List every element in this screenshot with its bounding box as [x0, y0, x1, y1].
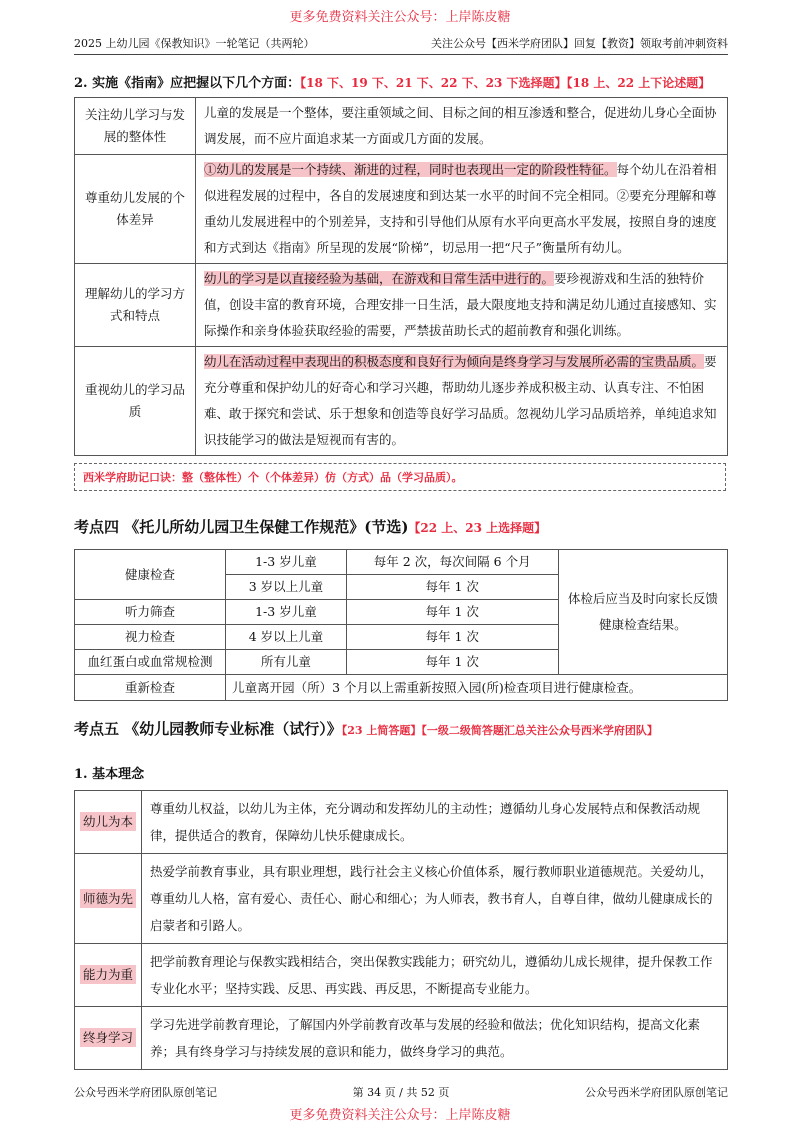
footer-right: 公众号西米学府团队原创笔记: [585, 1086, 728, 1099]
ideas-table: [74, 790, 728, 1070]
cell: 健康检查: [75, 550, 226, 600]
section4-title: 考点四 《托儿所幼儿园卫生保健工作规范》(节选)【22 上、23 上选择题】: [74, 518, 547, 536]
cell: 1-3 岁儿童: [226, 550, 347, 575]
row-text: 幼儿在活动过程中表现出的积极态度和良好行为倾向是终身学习与发展所必需的宝贵品质。要充分尊重和保护幼儿的好奇心和学习兴趣，帮助幼儿逐步养成积极主动、认真专注、不怕困难、敢于探究和尝试、乐于想象和创造等良好学习品质。忽视幼儿学习品质培养，单纯追求知识技能学习的做法是短视而有害的。: [196, 347, 728, 456]
top-banner: 更多免费资料关注公众号：上岸陈皮糖: [289, 10, 511, 25]
table-row: [75, 98, 728, 155]
section5-title: 考点五 《幼儿园教师专业标准（试行）》【23 上简答题】【一级二级简答题汇总关注公众号西米学府团队】: [74, 720, 658, 738]
section2-tag: 【18 下、19 下、21 下、22 下、23 下选择题】【18 上、22 上下论述题】: [300, 76, 711, 90]
cell: 听力筛查: [75, 600, 226, 625]
highlight-text: ①幼儿的发展是一个持续、渐进的过程，同时也表现出一定的阶段性特征。: [204, 162, 617, 177]
header-right: 关注公众号【西米学府团队】回复【教资】领取考前冲刺资料: [431, 37, 728, 50]
table-row: [75, 155, 728, 264]
row-label: 尊重幼儿发展的个体差异: [75, 155, 196, 264]
table-row: [75, 550, 728, 575]
section5-tag: 【23 上简答题】【一级二级简答题汇总关注公众号西米学府团队】: [341, 724, 658, 737]
cell: 每年 1 次: [346, 575, 558, 600]
highlight-text: 幼儿的学习是以直接经验为基础，在游戏和日常生活中进行的。: [204, 271, 555, 286]
idea-label: 终身学习: [75, 1007, 142, 1070]
table-row: [75, 1007, 728, 1070]
section2-title: 2. 实施《指南》应把握以下几个方面：【18 下、19 下、21 下、22 下、23 下选择题】【18 上、22 上下论述题】: [74, 76, 711, 91]
section4-tag: 【22 上、23 上选择题】: [408, 521, 547, 535]
guide-table: [74, 97, 728, 456]
footer-left: 公众号西米学府团队原创笔记: [74, 1086, 217, 1099]
row-label: 重视幼儿的学习品质: [75, 347, 196, 456]
page-header: [74, 32, 728, 55]
header-left: 2025 上幼儿园《保教知识》一轮笔记（共两轮）: [74, 37, 315, 50]
idea-label: 幼儿为本: [75, 791, 142, 854]
page-number: 第 34 页 / 共 52 页: [352, 1086, 450, 1099]
idea-text: 把学前教育理论与保教实践相结合，突出保教实践能力；研究幼儿，遵循幼儿成长规律，提升保教工作专业化水平；坚持实践、反思、再实践、再反思，不断提高专业能力。: [142, 944, 728, 1007]
cell: 儿童离开园（所）3 个月以上需重新按照入园(所)检查项目进行健康检查。: [226, 675, 728, 701]
cell: 血红蛋白或血常规检测: [75, 650, 226, 675]
bottom-banner: 更多免费资料关注公众号：上岸陈皮糖: [289, 1108, 511, 1123]
table-row: [75, 675, 728, 701]
cell: 重新检查: [75, 675, 226, 701]
idea-label: 能力为重: [75, 944, 142, 1007]
table-row: [75, 264, 728, 347]
cell: 每年 2 次，每次间隔 6 个月: [346, 550, 558, 575]
table-row: [75, 944, 728, 1007]
table-row: [75, 791, 728, 854]
idea-label: 师德为先: [75, 854, 142, 944]
cell: 每年 1 次: [346, 600, 558, 625]
cell: 3 岁以上儿童: [226, 575, 347, 600]
health-table: [74, 549, 728, 701]
cell: 体检后应当及时向家长反馈健康检查结果。: [558, 550, 727, 675]
row-label: 关注幼儿学习与发展的整体性: [75, 98, 196, 155]
idea-text: 尊重幼儿权益，以幼儿为主体，充分调动和发挥幼儿的主动性；遵循幼儿身心发展特点和保教活动规律，提供适合的教育，保障幼儿快乐健康成长。: [142, 791, 728, 854]
cell: 视力检查: [75, 625, 226, 650]
row-text: 幼儿的学习是以直接经验为基础，在游戏和日常生活中进行的。要珍视游戏和生活的独特价值，创设丰富的教育环境，合理安排一日生活，最大限度地支持和满足幼儿通过直接感知、实际操作和亲身体验获取经验的需要，严禁拔苗助长式的超前教育和强化训练。: [196, 264, 728, 347]
idea-text: 热爱学前教育事业，具有职业理想，践行社会主义核心价值体系，履行教师职业道德规范。关爱幼儿，尊重幼儿人格，富有爱心、责任心、耐心和细心；为人师表，教书育人，自尊自律，做幼儿健康成长的启蒙者和引路人。: [142, 854, 728, 944]
cell: 每年 1 次: [346, 625, 558, 650]
highlight-text: 幼儿在活动过程中表现出的积极态度和良好行为倾向是终身学习与发展所必需的宝贵品质。: [204, 354, 705, 369]
table-row: [75, 347, 728, 456]
page-footer: [74, 1084, 728, 1100]
row-text: 儿童的发展是一个整体，要注重领域之间、目标之间的相互渗透和整合，促进幼儿身心全面协调发展，而不应片面追求某一方面或几方面的发展。: [196, 98, 728, 155]
mnemonic-box: 西米学府助记口诀：整（整体性）个（个体差异）仿（方式）品（学习品质）。: [74, 463, 726, 491]
cell: 所有儿童: [226, 650, 347, 675]
idea-text: 学习先进学前教育理论，了解国内外学前教育改革与发展的经验和做法；优化知识结构，提高文化素养；具有终身学习与持续发展的意识和能力，做终身学习的典范。: [142, 1007, 728, 1070]
row-label: 理解幼儿的学习方式和特点: [75, 264, 196, 347]
table-row: [75, 854, 728, 944]
cell: 每年 1 次: [346, 650, 558, 675]
basic-ideas-title: 1. 基本理念: [74, 767, 145, 782]
row-text: ①幼儿的发展是一个持续、渐进的过程，同时也表现出一定的阶段性特征。每个幼儿在沿着相似进程发展的过程中，各自的发展速度和到达某一水平的时间不完全相同。②要充分理解和尊重幼儿发展进程中的个别差异，支持和引导他们从原有水平向更高水平发展，按照自身的速度和方式到达《指南》所呈现的发展“阶梯”，切忌用一把“尺子”衡量所有幼儿。: [196, 155, 728, 264]
cell: 1-3 岁儿童: [226, 600, 347, 625]
cell: 4 岁以上儿童: [226, 625, 347, 650]
